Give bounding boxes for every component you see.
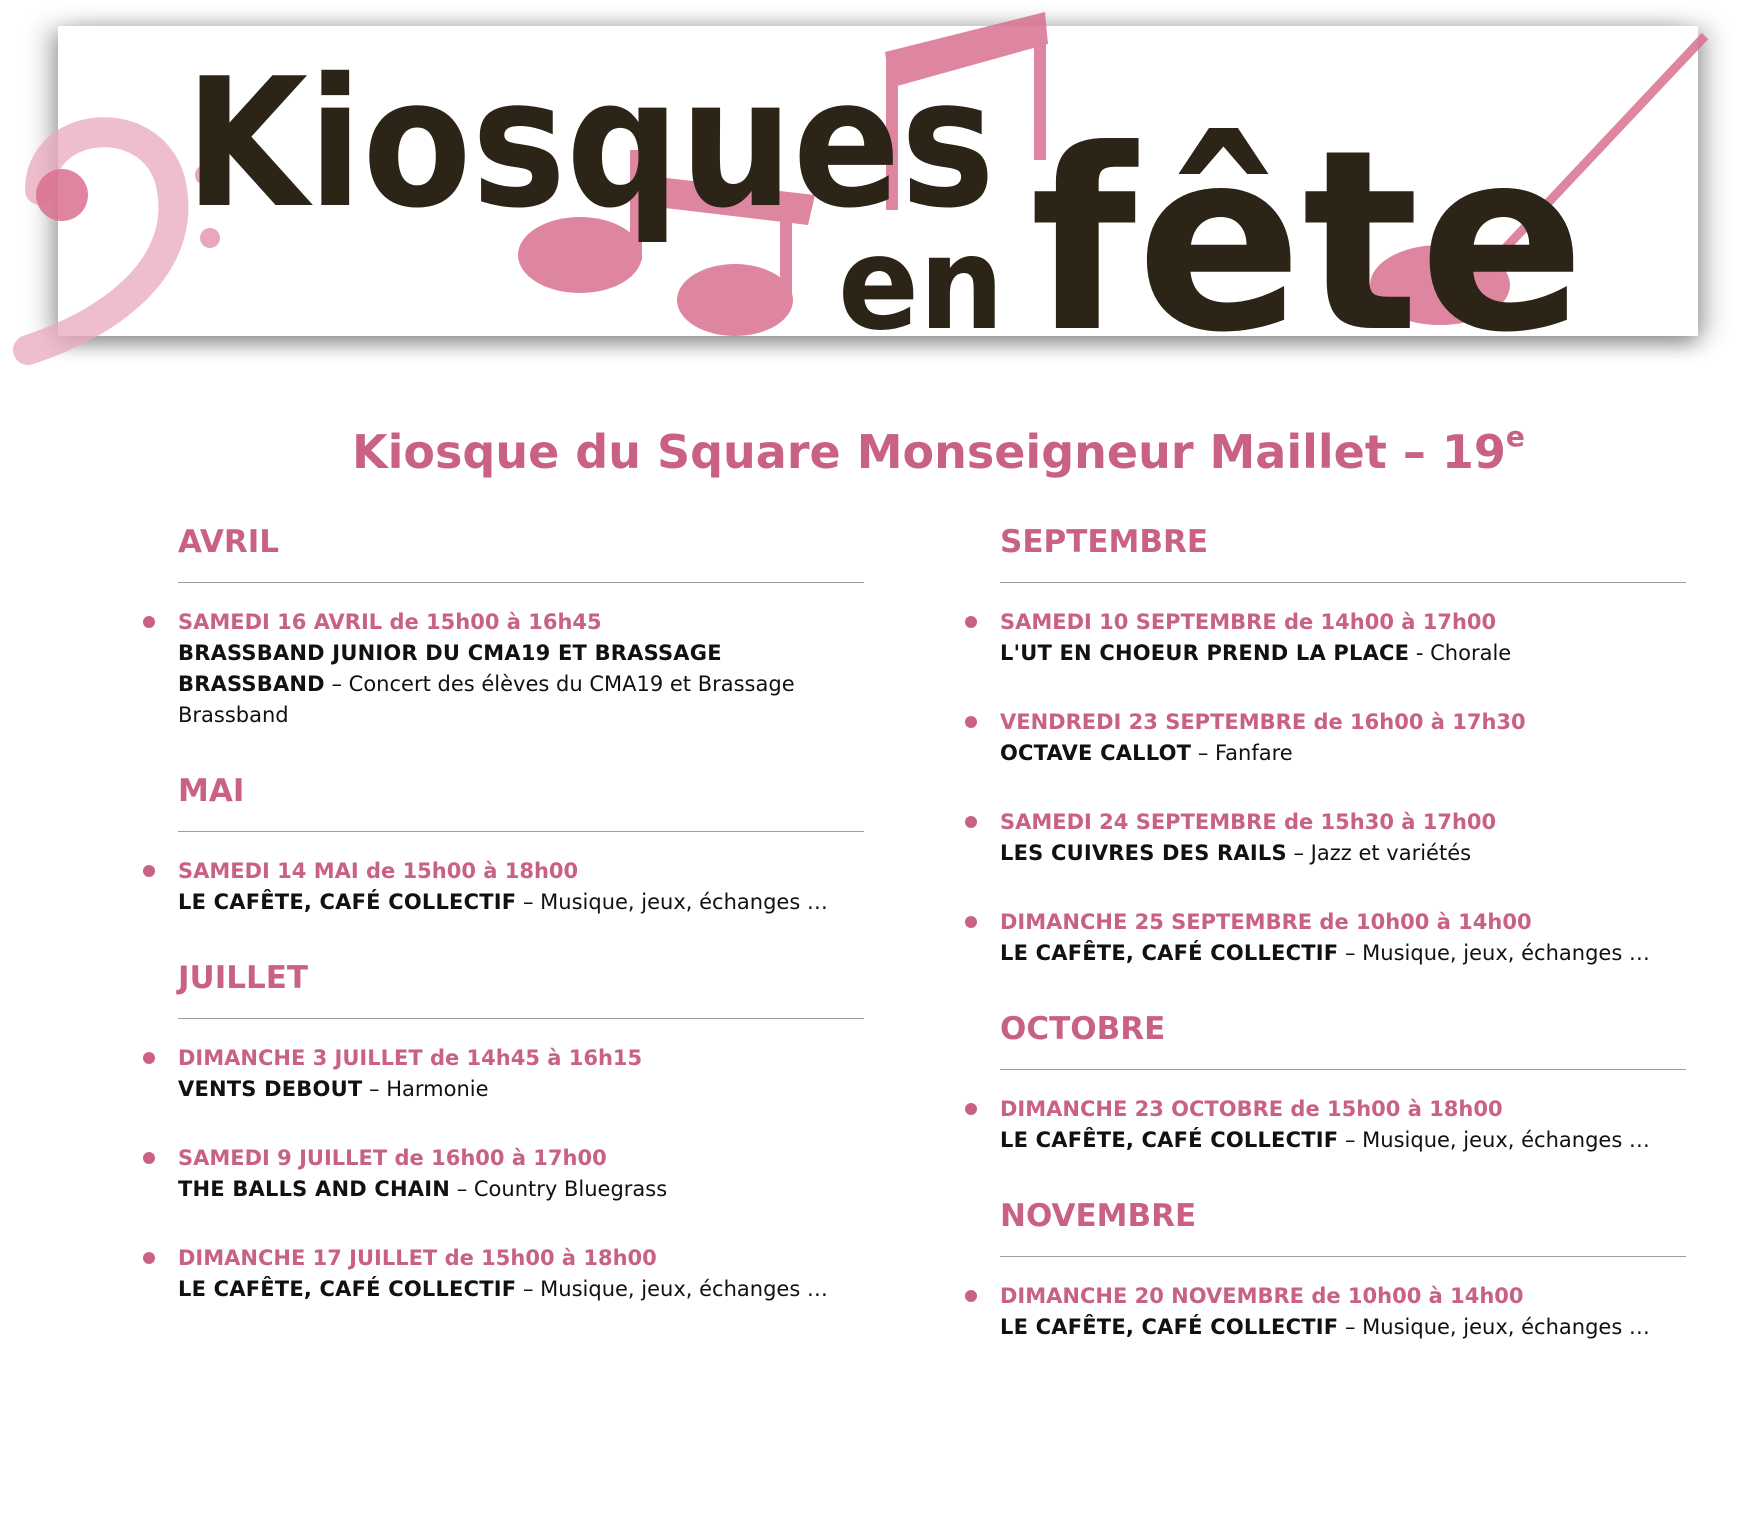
- event-details: Musique, jeux, échanges …: [533, 1277, 828, 1301]
- event-separator: –: [1338, 1315, 1356, 1339]
- bullet-icon: [965, 716, 977, 728]
- divider: [178, 831, 864, 832]
- divider: [178, 582, 864, 583]
- event-separator: –: [450, 1177, 468, 1201]
- month-title: AVRIL: [178, 524, 280, 560]
- event-description: [178, 1174, 830, 1205]
- page-title-sup: e: [1505, 419, 1525, 453]
- event-artist: L'UT EN CHOEUR PREND LA PLACE: [1000, 641, 1410, 665]
- event-item: [178, 1143, 830, 1205]
- banner: [0, 0, 1755, 370]
- divider: [178, 1018, 864, 1019]
- event-details: Musique, jeux, échanges …: [1355, 1315, 1650, 1339]
- event-description: [1000, 1125, 1652, 1156]
- event-description: [178, 638, 830, 731]
- event-artist: BRASSBAND JUNIOR DU CMA19 ET BRASSAGE BRASSBAND: [178, 641, 722, 696]
- event-details: Harmonie: [379, 1077, 489, 1101]
- event-item: [1000, 707, 1652, 769]
- event-date: DIMANCHE 17 JUILLET de 15h00 à 18h00: [178, 1246, 657, 1270]
- event-details: Musique, jeux, échanges …: [533, 890, 828, 914]
- event-date: SAMEDI 10 SEPTEMBRE de 14h00 à 17h00: [1000, 610, 1497, 634]
- event-description: [1000, 1312, 1652, 1343]
- event-details: Concert des élèves du CMA19 et Brassage Brassband: [178, 672, 795, 727]
- logo-fete: fête: [1030, 96, 1585, 370]
- month-section: [178, 769, 830, 918]
- month-title: SEPTEMBRE: [1000, 524, 1209, 560]
- divider: [1000, 1256, 1686, 1257]
- month-title: NOVEMBRE: [1000, 1198, 1197, 1234]
- bullet-icon: [143, 616, 155, 628]
- event-item: [1000, 607, 1652, 669]
- event-details: Jazz et variétés: [1304, 841, 1472, 865]
- event-date: SAMEDI 16 AVRIL de 15h00 à 16h45: [178, 610, 602, 634]
- event-description: [1000, 938, 1652, 969]
- page-title-text: Kiosque du Square Monseigneur Maillet – 19: [352, 425, 1506, 479]
- event-artist: THE BALLS AND CHAIN: [178, 1177, 451, 1201]
- bullet-icon: [965, 1290, 977, 1302]
- event-separator: –: [1338, 941, 1356, 965]
- schedule-left-column: [140, 520, 830, 1343]
- page-title: [352, 419, 1525, 479]
- event-details: Chorale: [1423, 641, 1512, 665]
- event-date: DIMANCHE 25 SEPTEMBRE de 10h00 à 14h00: [1000, 910, 1532, 934]
- event-separator: -: [1409, 641, 1424, 665]
- bullet-icon: [143, 1252, 155, 1264]
- schedule-right-column: [962, 520, 1652, 1381]
- month-title: OCTOBRE: [1000, 1011, 1166, 1047]
- event-date: SAMEDI 9 JUILLET de 16h00 à 17h00: [178, 1146, 607, 1170]
- month-section: [1000, 520, 1652, 969]
- logo-en: en: [838, 210, 1004, 359]
- event-separator: –: [362, 1077, 380, 1101]
- divider: [1000, 582, 1686, 583]
- event-date: DIMANCHE 20 NOVEMBRE de 10h00 à 14h00: [1000, 1284, 1524, 1308]
- event-separator: –: [324, 672, 342, 696]
- bullet-icon: [965, 916, 977, 928]
- event-artist: LE CAFÊTE, CAFÉ COLLECTIF: [178, 890, 517, 914]
- event-date: SAMEDI 14 MAI de 15h00 à 18h00: [178, 859, 579, 883]
- event-item: [178, 607, 830, 731]
- event-description: [1000, 638, 1652, 669]
- divider: [1000, 1069, 1686, 1070]
- bullet-icon: [965, 616, 977, 628]
- event-item: [1000, 1094, 1652, 1156]
- event-item: [178, 1243, 830, 1305]
- event-separator: –: [1191, 741, 1209, 765]
- event-artist: LE CAFÊTE, CAFÉ COLLECTIF: [1000, 941, 1339, 965]
- logo-kiosques: Kiosques: [185, 40, 995, 247]
- month-title: JUILLET: [178, 960, 309, 996]
- event-date: VENDREDI 23 SEPTEMBRE de 16h00 à 17h30: [1000, 710, 1526, 734]
- event-details: Musique, jeux, échanges …: [1355, 1128, 1650, 1152]
- event-description: [178, 887, 830, 918]
- bullet-icon: [143, 865, 155, 877]
- event-description: [1000, 738, 1652, 769]
- event-description: [178, 1074, 830, 1105]
- event-artist: OCTAVE CALLOT: [1000, 741, 1192, 765]
- banner-artwork: [0, 0, 1755, 370]
- month-section: [1000, 1194, 1652, 1343]
- month-section: [178, 520, 830, 731]
- event-item: [178, 856, 830, 918]
- event-date: DIMANCHE 3 JUILLET de 14h45 à 16h15: [178, 1046, 643, 1070]
- event-item: [1000, 807, 1652, 869]
- bullet-icon: [965, 816, 977, 828]
- event-separator: –: [1338, 1128, 1356, 1152]
- event-artist: LE CAFÊTE, CAFÉ COLLECTIF: [1000, 1128, 1339, 1152]
- event-artist: LES CUIVRES DES RAILS: [1000, 841, 1287, 865]
- event-details: Musique, jeux, échanges …: [1355, 941, 1650, 965]
- event-item: [1000, 907, 1652, 969]
- event-separator: –: [516, 1277, 534, 1301]
- bullet-icon: [143, 1152, 155, 1164]
- event-description: [178, 1274, 830, 1305]
- event-date: SAMEDI 24 SEPTEMBRE de 15h30 à 17h00: [1000, 810, 1497, 834]
- event-separator: –: [516, 890, 534, 914]
- bullet-icon: [965, 1103, 977, 1115]
- bullet-icon: [143, 1052, 155, 1064]
- event-item: [178, 1043, 830, 1105]
- month-section: [178, 956, 830, 1305]
- event-item: [1000, 1281, 1652, 1343]
- event-artist: LE CAFÊTE, CAFÉ COLLECTIF: [178, 1277, 517, 1301]
- month-title: MAI: [178, 773, 245, 809]
- event-details: Country Bluegrass: [467, 1177, 668, 1201]
- event-details: Fanfare: [1208, 741, 1293, 765]
- event-artist: LE CAFÊTE, CAFÉ COLLECTIF: [1000, 1315, 1339, 1339]
- month-section: [1000, 1007, 1652, 1156]
- event-separator: –: [1286, 841, 1304, 865]
- event-description: [1000, 838, 1652, 869]
- event-date: DIMANCHE 23 OCTOBRE de 15h00 à 18h00: [1000, 1097, 1503, 1121]
- event-artist: VENTS DEBOUT: [178, 1077, 363, 1101]
